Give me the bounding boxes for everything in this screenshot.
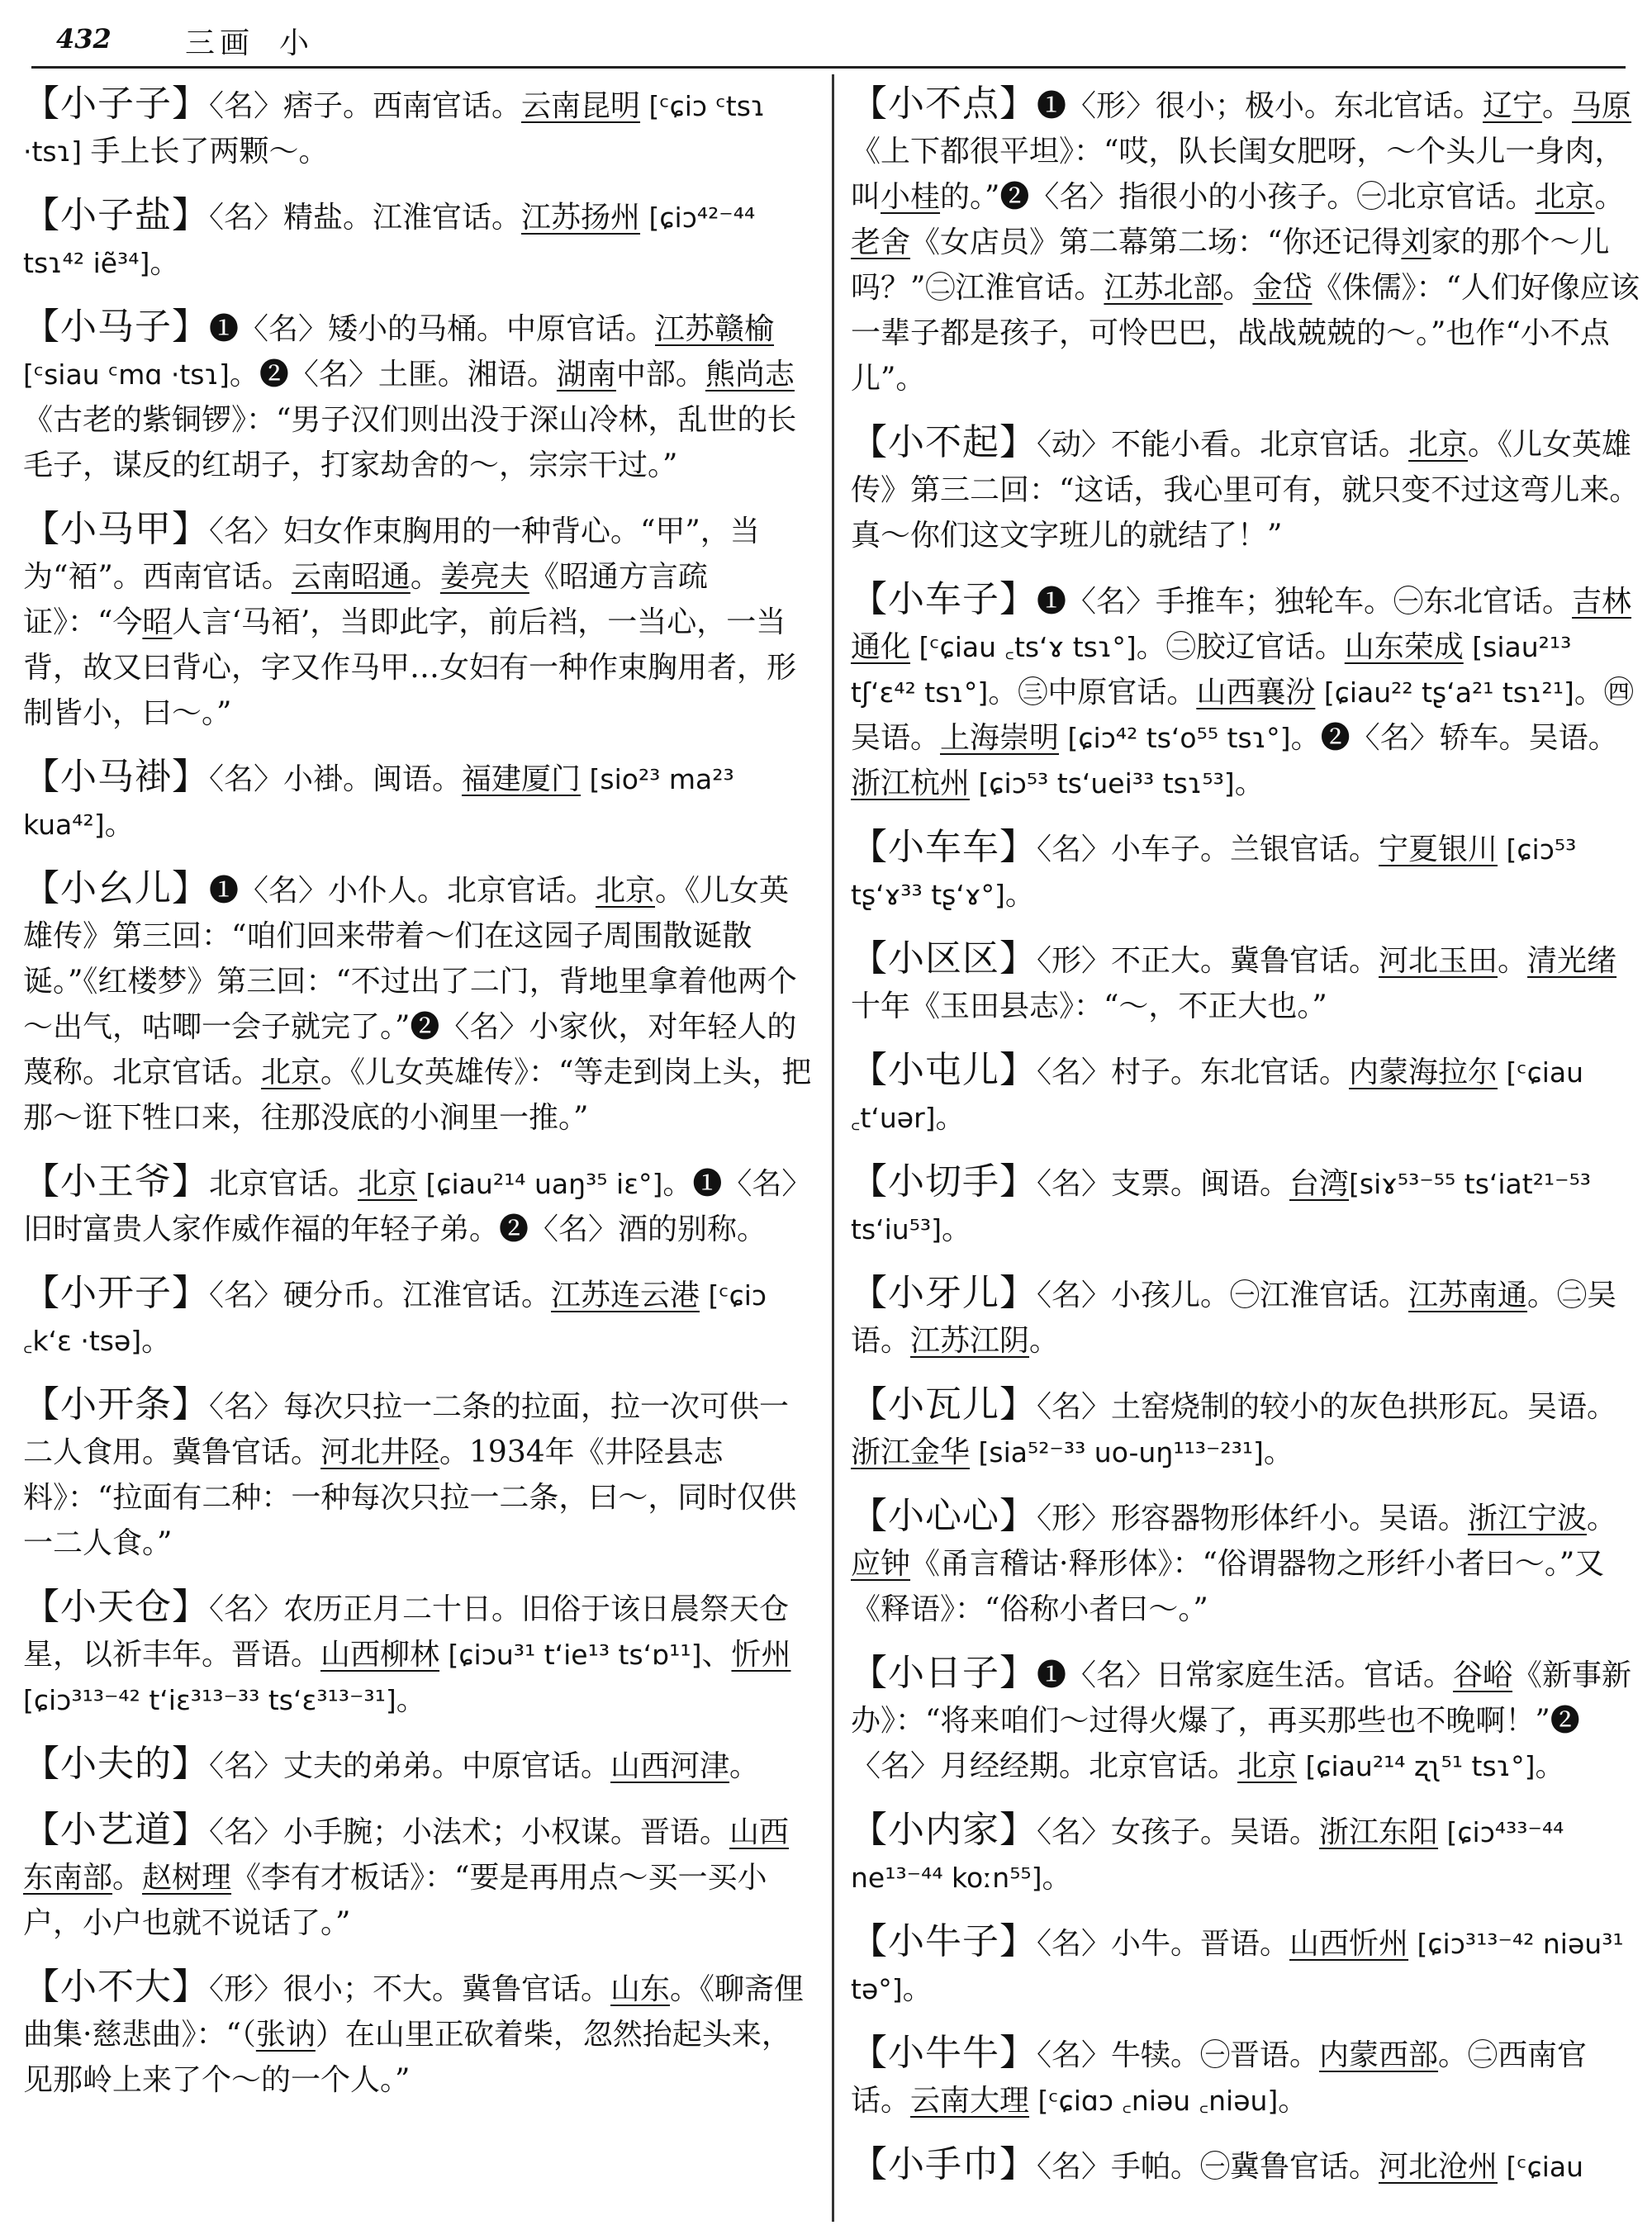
phonetic-transcription: [ᶜɕiau ꜀tʻuər] <box>851 1056 1584 1134</box>
entry-text: 〈名〉小手腕；小法术；小权谋。晋语。 <box>209 1815 730 1849</box>
entry-text: 十年《玉田县志》：“～，不正大也。” <box>851 989 1327 1023</box>
entry-text: 的。”❷〈名〉指很小的小孩子。㊀北京官话。 <box>940 180 1536 214</box>
entry-headword: 【小艺道】 <box>23 1809 209 1851</box>
entry-text: ❶〈名〉小仆人。北京官话。 <box>209 874 596 908</box>
phonetic-transcription: [ɕiɔ³¹³⁻⁴² niəu³¹ tə°] <box>851 1928 1624 2005</box>
underlined-term: 浙江宁波 <box>1468 1502 1588 1535</box>
dictionary-entry <box>851 1159 1640 1252</box>
dictionary-entry <box>851 81 1640 401</box>
entry-headword: 【小牛子】 <box>851 1920 1037 1962</box>
entry-text: 〈名〉支票。闽语。 <box>1037 1167 1290 1201</box>
underlined-term: 金岱 <box>1252 271 1313 305</box>
phonetic-transcription: [ɕiɔu³¹ tʻie¹³ tsʻɒ¹¹] <box>439 1639 702 1671</box>
phonetic-transcription: [ɕiɔ⁵³ tʂʻɤ³³ tʂʻɤ°] <box>851 833 1577 911</box>
entry-headword: 【小马甲】 <box>23 508 209 550</box>
underlined-term: 江苏北部 <box>1104 271 1223 305</box>
entry-text: 。 <box>1263 1435 1294 1469</box>
underlined-term: 忻州 <box>731 1638 791 1672</box>
entry-text: 。 <box>112 1861 143 1895</box>
underlined-term: 上海崇明 <box>940 721 1060 755</box>
dictionary-entry <box>23 304 812 488</box>
left-column <box>23 81 812 2121</box>
entry-text: ）在山里正砍着柴，忽然抬起头来，见那岭上来了个～的一个人。” <box>23 2018 791 2097</box>
underlined-term: 山西东南部 <box>23 1815 790 1895</box>
phonetic-transcription: [ᶜɕiau <box>1498 2151 1584 2183</box>
entry-headword: 【小瓦儿】 <box>851 1383 1037 1426</box>
entry-text: 。 <box>1535 1749 1565 1783</box>
entry-text: 。 <box>935 1101 966 1135</box>
entry-text: 。 <box>1594 180 1625 214</box>
entry-text: 。 <box>1222 271 1253 305</box>
entry-text: 。 <box>942 1212 972 1246</box>
underlined-term: 北京 <box>1237 1749 1298 1783</box>
entry-text: 〈名〉村子。东北官话。 <box>1037 1056 1350 1089</box>
dictionary-entry <box>851 2030 1640 2123</box>
entry-text: 。 <box>1587 1502 1617 1535</box>
entry-headword: 【小不大】 <box>23 1966 209 2008</box>
dictionary-entry <box>23 1382 812 1566</box>
underlined-term: 小桂 <box>881 180 941 214</box>
phonetic-transcription: [ᶜsiau ᶜmɑ ·tsɿ] <box>23 358 230 391</box>
entry-headword: 【小屯儿】 <box>851 1049 1037 1091</box>
entry-headword: 【小内家】 <box>851 1809 1037 1851</box>
entry-headword: 【小马子】 <box>23 306 209 348</box>
phonetic-transcription: [ᶜɕiɑɔ ꜀niəu ꜀niəu] <box>1029 2085 1279 2117</box>
radical-label: 小 <box>279 26 310 60</box>
entry-text: 〈名〉农历正月二十日。旧俗于该日晨祭天仓星，以祈丰年。晋语。 <box>23 1592 790 1672</box>
entry-headword: 【小心心】 <box>851 1495 1037 1537</box>
underlined-term: 云南大理 <box>910 2084 1030 2118</box>
entry-headword: 【小区区】 <box>851 937 1037 980</box>
dictionary-entry <box>851 1650 1640 1789</box>
underlined-term: 山东荣成 <box>1344 630 1464 664</box>
phonetic-transcription: [siau²¹³ tʃʻɛ⁴² tsɿ°] <box>851 631 1572 709</box>
entry-text: 。㊁西南官话。 <box>851 2038 1588 2118</box>
entry-text: 。 <box>902 1972 933 2006</box>
underlined-term: 河北井陉 <box>320 1435 440 1469</box>
underlined-term: 湖南 <box>556 358 616 391</box>
entry-text: 。 <box>1278 2084 1308 2118</box>
entry-text: 〈形〉形容器物形体纤小。吴语。 <box>1037 1502 1469 1535</box>
entry-text: 《侏儒》：“人们好像应该一辈子都是孩子，可怜巴巴，战战兢兢的～。”也作“小不点儿”。 <box>851 271 1640 396</box>
dictionary-entry <box>851 420 1640 558</box>
dictionary-entry <box>23 81 812 174</box>
phonetic-transcription: [ɕiɔ⁴²⁻⁴⁴ tsɿ⁴² iẽ³⁴] <box>23 202 756 279</box>
entry-text: 《女店员》第二幕第二场：“你还记得 <box>910 225 1402 259</box>
dictionary-entry <box>23 1159 812 1252</box>
dictionary-entry <box>851 1382 1640 1475</box>
dictionary-entry <box>23 1807 812 1946</box>
underlined-term: 江苏扬州 <box>521 201 641 235</box>
entry-headword: 【小幺儿】 <box>23 867 209 909</box>
phonetic-transcription: [ᶜɕiau ꜀tsʻɤ tsɿ°] <box>910 631 1137 663</box>
phonetic-transcription: [siɤ⁵³⁻⁵⁵ tsʻiat²¹⁻⁵³ tsʻiu⁵³] <box>851 1168 1592 1245</box>
underlined-term: 马原 <box>1572 89 1632 123</box>
entry-text: 手上长了两颗～。 <box>90 135 329 168</box>
phonetic-transcription: [ɕiau²¹⁴ ʐʅ⁵¹ tsɿ°] <box>1297 1750 1536 1782</box>
entry-text: ❶〈形〉很小；极小。东北官话。 <box>1037 89 1483 123</box>
dictionary-entry <box>23 866 812 1141</box>
entry-text: 。 <box>1234 766 1265 800</box>
entry-text: 〈名〉牛犊。㊀晋语。 <box>1037 2038 1320 2072</box>
stroke-section-label: 三画 <box>185 26 255 60</box>
entry-text: ❶〈名〉手推车；独轮车。㊀东北官话。 <box>1037 585 1573 619</box>
underlined-term: 山西河津 <box>610 1749 730 1783</box>
underlined-term: 宁夏银川 <box>1379 833 1498 866</box>
entry-text: 家的那个～儿吗？”㊁江淮官话。 <box>851 225 1610 305</box>
entry-text: 。❷〈名〉土匪。湘语。 <box>229 358 557 391</box>
entry-text: 《上下都很平坦》：“哎，队长闺女肥呀，～个头儿一身肉，叫 <box>851 135 1625 214</box>
underlined-term: 辽宁 <box>1483 89 1543 123</box>
entry-text: 。 <box>150 246 180 280</box>
entry-headword: 【小日子】 <box>851 1652 1037 1694</box>
underlined-term: 北京 <box>261 1056 321 1089</box>
entry-text: 〈名〉丈夫的弟弟。中原官话。 <box>209 1749 611 1783</box>
entry-text: 。1934年《井陉县志料》：“拉面有二种：一种每次只拉一二条，曰～，同时仅供一二人食。” <box>23 1435 797 1560</box>
dictionary-entry <box>23 1584 812 1723</box>
underlined-term: 江苏南通 <box>1408 1279 1528 1312</box>
underlined-term: 浙江东阳 <box>1319 1815 1439 1849</box>
dictionary-entry <box>23 192 812 286</box>
entry-text: 。 <box>410 560 440 594</box>
entry-text: 〈名〉小车子。兰银官话。 <box>1037 833 1379 866</box>
underlined-term: 北京 <box>1408 428 1469 462</box>
underlined-term: 老舍 <box>851 225 911 259</box>
entry-text: 。 <box>1029 1324 1060 1358</box>
entry-text: 。❶〈名〉旧时富贵人家作威作福的年轻子弟。❷〈名〉酒的别称。 <box>23 1167 812 1246</box>
entry-headword: 【小不点】 <box>851 83 1037 125</box>
underlined-term: 云南昭通 <box>291 560 411 594</box>
underlined-term: 内蒙海拉尔 <box>1349 1056 1498 1089</box>
entry-text: 。 <box>1542 89 1573 123</box>
dictionary-entry <box>851 576 1640 806</box>
dictionary-entry <box>23 1270 812 1364</box>
entry-text: 。 <box>1004 878 1035 912</box>
underlined-term: 河北玉田 <box>1379 944 1498 978</box>
entry-headword: 【小子盐】 <box>23 194 209 236</box>
entry-headword: 【小车车】 <box>851 826 1037 868</box>
dictionary-entry <box>23 506 812 736</box>
entry-text: 。《儿女英雄传》第三二回：“这话，我心里可有，就只变不过这弯儿来。真～你们这文字班儿的就结了！” <box>851 428 1640 553</box>
entry-text: ❶〈名〉矮小的马桶。中原官话。 <box>209 312 656 346</box>
underlined-term: 江苏江阴 <box>910 1324 1030 1358</box>
entry-text: 。 <box>141 1324 172 1358</box>
entry-text: 《古老的紫铜锣》：“男子汉们则出没于深山冷林，乱世的长毛子，谋反的红胡子，打家劫舍的～，宗宗干过。” <box>23 403 797 482</box>
underlined-term: 浙江杭州 <box>851 766 971 800</box>
entry-text: 。㊁吴语。 <box>851 1279 1617 1358</box>
entry-text: 〈名〉手帕。㊀冀鲁官话。 <box>1037 2150 1379 2184</box>
entry-headword: 【小开条】 <box>23 1383 209 1426</box>
column-divider <box>832 74 834 2222</box>
dictionary-entry <box>851 1807 1640 1900</box>
phonetic-transcription: [ᶜɕiɔ ꜀kʻɛ ·tsə] <box>23 1279 767 1357</box>
underlined-term: 清光绪 <box>1527 944 1617 978</box>
entry-text: 〈形〉很小；不大。冀鲁官话。 <box>209 1972 611 2006</box>
underlined-term: 福建厦门 <box>462 762 582 796</box>
dictionary-entry <box>23 1741 812 1789</box>
entry-headword: 【小切手】 <box>851 1160 1037 1203</box>
entry-headword: 【小不起】 <box>851 421 1037 463</box>
underlined-term: 浙江金华 <box>851 1435 971 1469</box>
underlined-term: 山东 <box>610 1972 671 2006</box>
entry-text: 〈名〉小孩儿。㊀江淮官话。 <box>1037 1279 1409 1312</box>
entry-text: 。《聊斋俚曲集·慈悲曲》：“（ <box>23 1972 805 2052</box>
underlined-term: 吉林通化 <box>851 585 1632 664</box>
phonetic-transcription: [ɕiɔ⁴³³⁻⁴⁴ ne¹³⁻⁴⁴ koːn⁵⁵] <box>851 1816 1564 1894</box>
entry-headword: 【小天仓】 <box>23 1586 209 1628</box>
phonetic-transcription: [ᶜɕiɔ ᶜtsɿ ·tsɿ] <box>23 90 766 168</box>
entry-text: 〈名〉每次只拉一二条的拉面，拉一次可供一二人食用。冀鲁官话。 <box>23 1390 790 1469</box>
entry-text: 。㊁胶辽官话。 <box>1136 630 1345 664</box>
entry-headword: 【小子子】 <box>23 83 209 125</box>
underlined-term: 北京 <box>596 874 656 908</box>
entry-text: 。 <box>1042 1861 1072 1895</box>
entry-text: 。 <box>729 1749 760 1783</box>
phonetic-transcription: [sio²³ ma²³ kua⁴²] <box>23 763 734 841</box>
dictionary-entry <box>851 2142 1640 2190</box>
underlined-term: 谷峪 <box>1453 1658 1513 1692</box>
entry-headword: 【小开子】 <box>23 1272 209 1314</box>
underlined-term: 江苏连云港 <box>551 1279 700 1312</box>
entry-text: 。 <box>104 808 135 842</box>
underlined-term: 河北沧州 <box>1379 2150 1498 2184</box>
underlined-term: 应钟 <box>851 1547 911 1581</box>
entry-text: 。《儿女英雄传》第三回：“咱们回来带着～们在这园子周围散诞散诞。”《红楼梦》第三回：“不过出了二门，背地里拿着他两个～出气，咕唧一会子就完了。”❷〈名〉小家伙，对年轻人的蔑称。北京官话。 <box>23 874 797 1089</box>
entry-text: 〈名〉小褂。闽语。 <box>209 762 463 796</box>
underlined-term: 山西襄汾 <box>1196 676 1316 709</box>
dictionary-entry <box>851 1493 1640 1632</box>
dictionary-entry <box>23 754 812 847</box>
underlined-term: 昭 <box>142 605 173 639</box>
entry-headword: 【小王爷】 <box>23 1160 209 1203</box>
page-number: 432 <box>56 23 112 55</box>
entry-text: 《李有才板话》：“要是再用点～买一买小户，小户也就不说话了。” <box>23 1861 767 1940</box>
entry-text: 〈动〉不能小看。北京官话。 <box>1037 428 1409 462</box>
entry-headword: 【小车子】 <box>851 578 1037 620</box>
entry-text: 〈名〉痞子。西南官话。 <box>209 89 522 123</box>
entry-text: 〈名〉小牛。晋语。 <box>1037 1927 1290 1961</box>
underlined-term: 北京 <box>1535 180 1595 214</box>
entry-text: 人言‘马袹’，当即此字，前后裆，一当心，一当背，故又曰背心，字又作马甲…女妇有一种作束胸用者，形制皆小，曰～。” <box>23 605 797 730</box>
entry-text: 。 <box>1498 944 1528 978</box>
entry-text: 。《儿女英雄传》：“等走到岗上头，把那～诳下牲口来，往那没底的小涧里一推。” <box>23 1056 812 1135</box>
dictionary-entry <box>851 1047 1640 1141</box>
entry-text: 《昭通方言疏证》：“今 <box>23 560 708 639</box>
underlined-term: 赵树理 <box>142 1861 232 1895</box>
underlined-term: 北京 <box>358 1167 418 1201</box>
underlined-term: 山西柳林 <box>320 1638 440 1672</box>
phonetic-transcription: [ɕiau²¹⁴ uaŋ³⁵ iɛ°] <box>417 1168 663 1200</box>
entry-headword: 【小夫的】 <box>23 1743 209 1785</box>
dictionary-entry <box>851 1270 1640 1364</box>
phonetic-transcription: [ɕiau²² tʂʻa²¹ tsɿ²¹] <box>1315 676 1574 709</box>
entry-text: 。㊃吴语。 <box>851 676 1634 755</box>
phonetic-transcription: [ɕiɔ³¹³⁻⁴² tʻiɛ³¹³⁻³³ tsʻɛ³¹³⁻³¹] <box>23 1684 396 1716</box>
entry-text: ❶〈名〉日常家庭生活。官话。 <box>1037 1658 1454 1692</box>
underlined-term: 内蒙西部 <box>1319 2038 1439 2072</box>
underlined-term: 山西忻州 <box>1289 1927 1409 1961</box>
underlined-term: 云南昆明 <box>521 89 641 123</box>
underlined-term: 刘 <box>1401 225 1431 259</box>
entry-text: 〈名〉土窑烧制的较小的灰色拱形瓦。吴语。 <box>1037 1390 1617 1424</box>
entry-text: 〈名〉女孩子。吴语。 <box>1037 1815 1320 1849</box>
page-header <box>0 0 1652 71</box>
entry-text: 。❷〈名〉轿车。吴语。 <box>1290 721 1618 755</box>
right-column <box>851 81 1640 2208</box>
entry-text: 中部。 <box>615 358 705 391</box>
entry-text: 《新事新办》：“将来咱们～过得火爆了，再买那些也不晚啊！”❷〈名〉月经经期。北京官话。 <box>851 1658 1632 1783</box>
header-rule <box>31 66 1626 69</box>
entry-headword: 【小手巾】 <box>851 2143 1037 2185</box>
dictionary-entry <box>23 1964 812 2103</box>
entry-text: 、 <box>701 1638 732 1672</box>
underlined-term: 张讷 <box>255 2018 316 2052</box>
dictionary-entry <box>851 1919 1640 2012</box>
entry-text: 《甬言稽诂·释形体》：“俗谓器物之形纤小者曰～。”又《释语》：“俗称小者曰～。” <box>851 1547 1605 1626</box>
entry-headword: 【小牙儿】 <box>851 1272 1037 1314</box>
entry-headword: 【小牛牛】 <box>851 2032 1037 2074</box>
entry-headword: 【小马褂】 <box>23 756 209 798</box>
entry-text: 。㊂中原官话。 <box>988 676 1197 709</box>
phonetic-transcription: [ɕiɔ⁴² tsʻo⁵⁵ tsɿ°] <box>1059 722 1291 754</box>
dictionary-entry <box>851 824 1640 918</box>
entry-text: 〈名〉硬分币。江淮官话。 <box>209 1279 552 1312</box>
entry-text: 〈形〉不正大。冀鲁官话。 <box>1037 944 1379 978</box>
entry-text: 北京官话。 <box>209 1167 358 1201</box>
phonetic-transcription: [sia⁵²⁻³³ uo-uŋ¹¹³⁻²³¹] <box>970 1436 1264 1468</box>
entry-text: 〈名〉精盐。江淮官话。 <box>209 201 522 235</box>
dictionary-entry <box>851 936 1640 1029</box>
entry-text: 。 <box>396 1683 426 1717</box>
underlined-term: 姜亮夫 <box>439 560 529 594</box>
underlined-term: 台湾 <box>1289 1167 1350 1201</box>
phonetic-transcription: [ɕiɔ⁵³ tsʻuei³³ tsɿ⁵³] <box>970 767 1235 799</box>
underlined-term: 江苏赣榆 <box>655 312 775 346</box>
underlined-term: 熊尚志 <box>705 358 795 391</box>
entry-text: 〈名〉妇女作束胸用的一种背心。“甲”，当为“袹”。西南官话。 <box>23 515 760 594</box>
